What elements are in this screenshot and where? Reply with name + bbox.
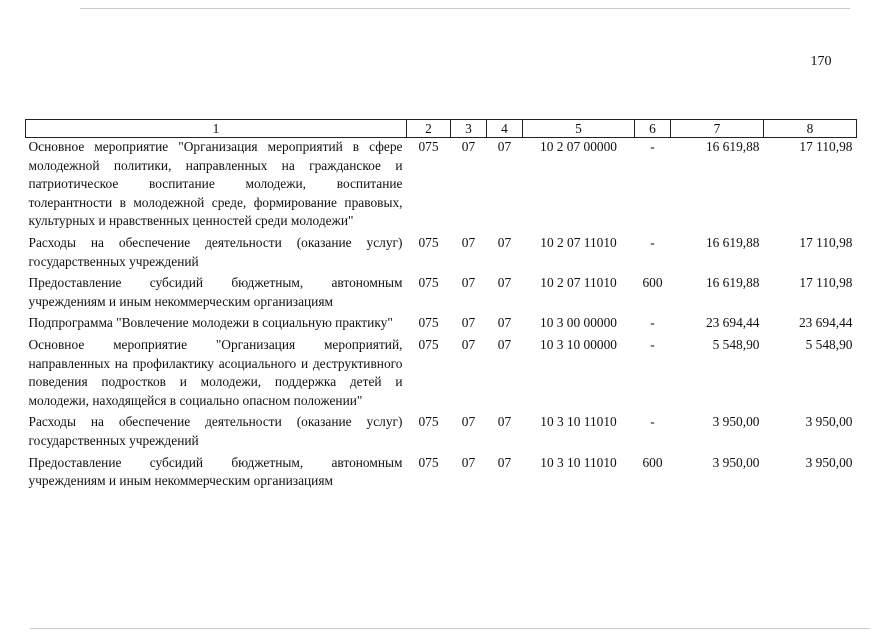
row-name: Предоставление субсидий бюджетным, автономным учреждениям и иным некоммерческим организациям: [28, 275, 403, 309]
row-vr: -: [650, 234, 655, 250]
row-csr: 10 2 07 00000: [540, 139, 617, 154]
row-name: Основное мероприятие "Организация мероприятий, направленных на профилактику асоциального и деструктивного поведения подростков и молодежи, поддержка детей и молодежи, находящейся в социально опасном положении": [28, 336, 403, 408]
row-sum-2: 5 548,90: [805, 336, 853, 352]
row-podrazdel: 07: [497, 275, 512, 291]
row-vr: 600: [642, 454, 663, 470]
header-col-1: 1: [26, 120, 407, 138]
row-csr: 10 2 07 11010: [540, 234, 617, 250]
row-sum-1: 3 950,00: [712, 414, 760, 430]
header-col-6: 6: [635, 120, 671, 138]
row-razdel: 07: [461, 414, 476, 430]
row-razdel: 07: [461, 234, 476, 250]
table-row: [26, 314, 857, 336]
row-vr: 600: [642, 275, 663, 291]
row-vr: -: [650, 336, 655, 352]
row-podrazdel: 07: [497, 315, 512, 331]
table-row: [26, 336, 857, 413]
row-ved: 075: [418, 315, 439, 331]
row-sum-2: 3 950,00: [805, 414, 853, 430]
table-row: [26, 413, 857, 453]
row-sum-1: 23 694,44: [705, 315, 760, 331]
row-csr: 10 3 00 00000: [540, 315, 617, 331]
header-col-8: 8: [764, 120, 857, 138]
row-sum-1: 5 548,90: [712, 336, 760, 352]
row-podrazdel: 07: [497, 454, 512, 470]
row-csr: 10 3 10 00000: [540, 336, 617, 352]
row-name: Расходы на обеспечение деятельности (оказание услуг) государственных учреждений: [28, 234, 403, 269]
row-sum-2: 3 950,00: [805, 454, 853, 470]
row-podrazdel: 07: [497, 234, 512, 250]
table-row: [26, 234, 857, 274]
row-sum-2: 17 110,98: [799, 234, 853, 250]
row-vr: -: [650, 414, 655, 430]
row-razdel: 07: [461, 336, 476, 352]
row-podrazdel: 07: [497, 336, 512, 352]
scan-edge-bottom: [30, 628, 870, 629]
row-ved: 075: [418, 414, 439, 430]
table-row: [26, 274, 857, 314]
row-ved: 075: [418, 336, 439, 352]
row-ved: 075: [418, 234, 439, 250]
budget-table: [25, 119, 857, 494]
row-razdel: 07: [461, 454, 476, 470]
row-sum-1: 3 950,00: [712, 454, 760, 470]
row-podrazdel: 07: [497, 414, 512, 430]
row-sum-1: 16 619,88: [705, 234, 760, 250]
row-name: Основное мероприятие "Организация мероприятий в сфере молодежной политики, направленных на гражданское и патриотическое воспитание молодежи, воспитание толерантности в молодежной среде, формирование правовых, культурных и нравственных ценностей среди молодежи": [28, 139, 403, 229]
table-row: [26, 138, 857, 234]
row-sum-2: 17 110,98: [799, 139, 853, 154]
row-razdel: 07: [461, 275, 476, 291]
header-col-7: 7: [671, 120, 764, 138]
table-row: [26, 454, 857, 494]
scan-edge-top: [80, 8, 850, 9]
row-podrazdel: 07: [497, 139, 512, 154]
row-sum-1: 16 619,88: [705, 275, 760, 291]
row-razdel: 07: [461, 139, 476, 154]
row-name: Предоставление субсидий бюджетным, автономным учреждениям и иным некоммерческим организациям: [28, 454, 403, 489]
row-sum-2: 23 694,44: [798, 315, 853, 331]
row-name: Подпрограмма "Вовлечение молодежи в социальную практику": [28, 315, 393, 331]
row-ved: 075: [418, 275, 439, 291]
row-vr: -: [650, 315, 655, 331]
row-sum-1: 16 619,88: [705, 139, 760, 154]
page-number: 170: [810, 54, 832, 69]
row-vr: -: [650, 139, 655, 154]
table-header-row: [26, 120, 857, 138]
row-razdel: 07: [461, 315, 476, 331]
row-sum-2: 17 110,98: [799, 275, 853, 291]
row-ved: 075: [418, 139, 439, 154]
header-col-3: 3: [451, 120, 487, 138]
row-name: Расходы на обеспечение деятельности (оказание услуг) государственных учреждений: [28, 414, 403, 448]
row-csr: 10 3 10 11010: [540, 414, 617, 430]
row-csr: 10 3 10 11010: [540, 454, 617, 470]
row-csr: 10 2 07 11010: [540, 275, 617, 291]
header-col-4: 4: [487, 120, 523, 138]
header-col-2: 2: [407, 120, 451, 138]
row-ved: 075: [418, 454, 439, 470]
header-col-5: 5: [523, 120, 635, 138]
